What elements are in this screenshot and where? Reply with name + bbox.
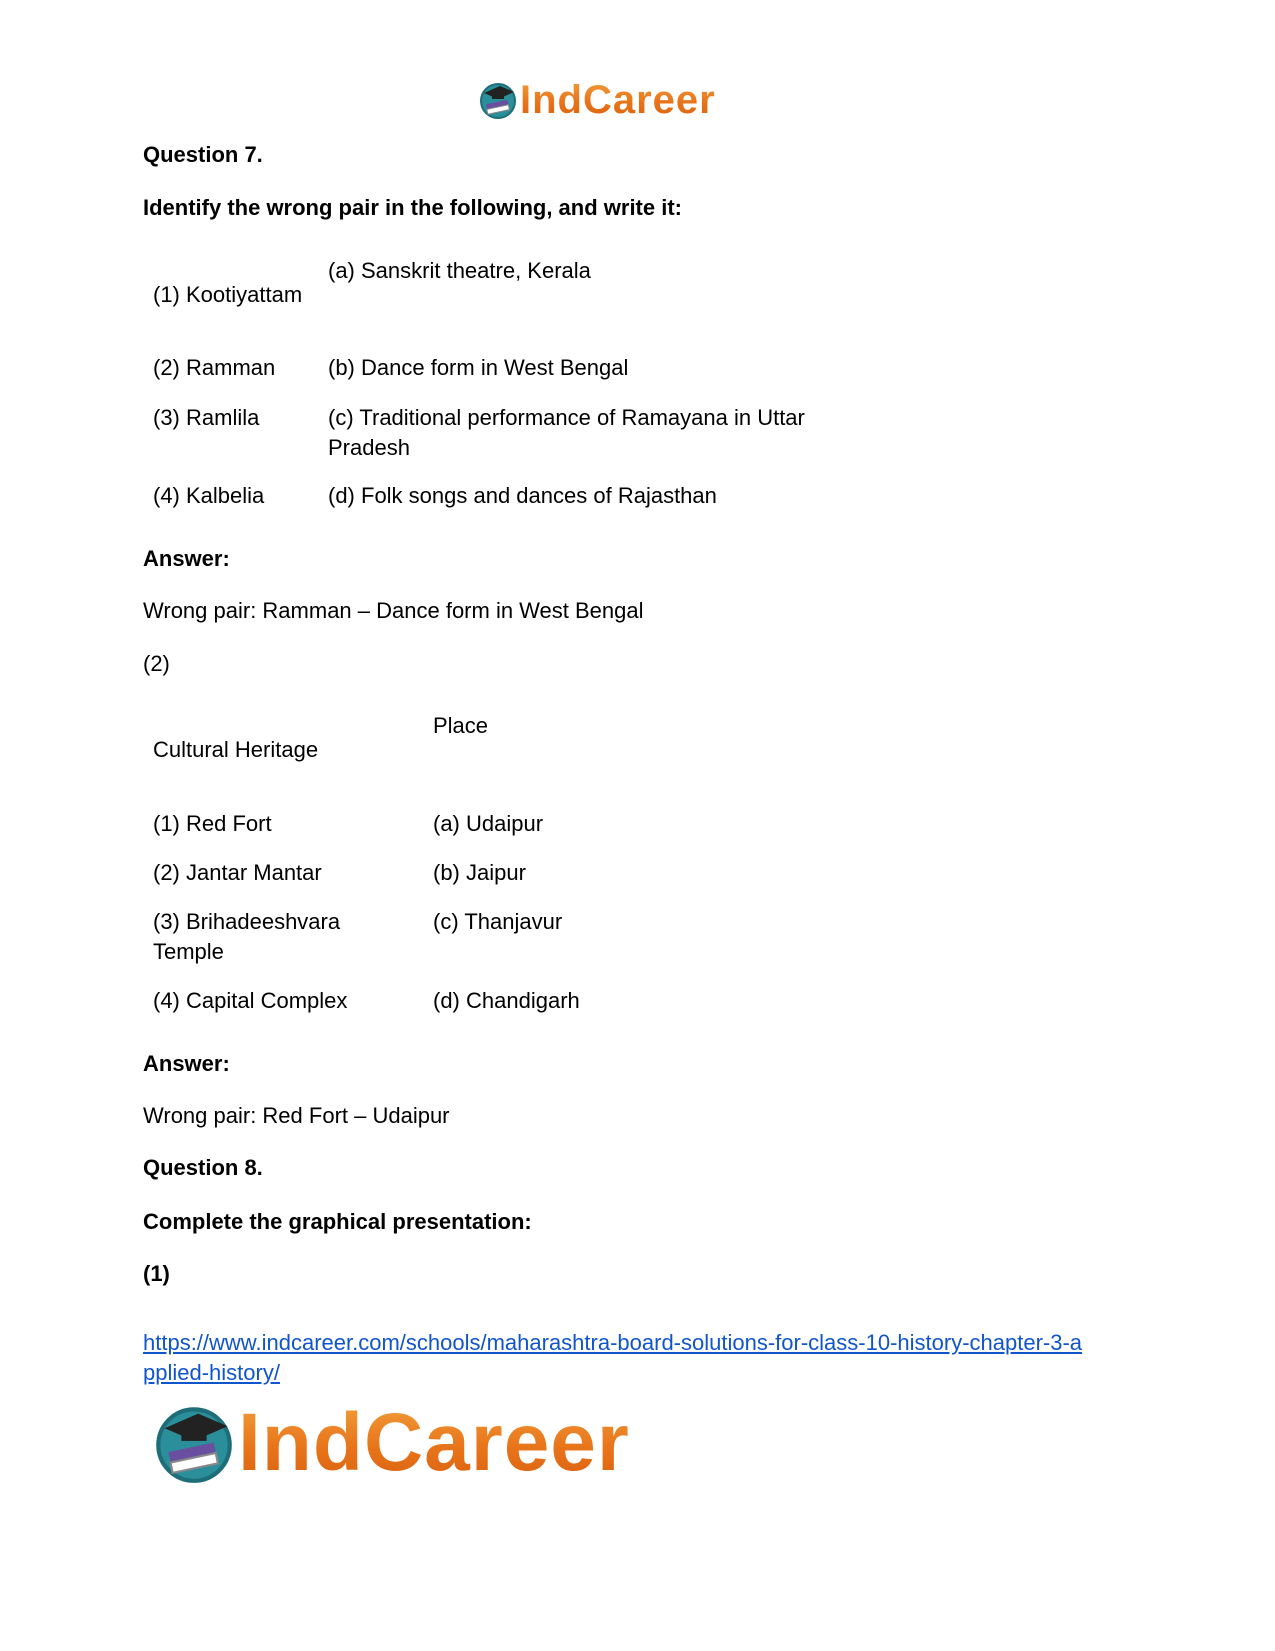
- answer-1-label: Answer:: [143, 546, 230, 571]
- table1-row4-left: (4) Kalbelia: [153, 483, 265, 508]
- header-logo: [478, 78, 716, 122]
- graduation-cap-books-icon: [478, 80, 518, 120]
- question-8-prompt: Complete the graphical presentation:: [143, 1209, 532, 1234]
- footer-logo-text: IndCareer: [238, 1397, 630, 1488]
- answer-2-text: Wrong pair: Red Fort – Udaipur: [143, 1103, 450, 1128]
- answer-1-text: Wrong pair: Ramman – Dance form in West Bengal: [143, 598, 644, 623]
- table2-row3-right: (c) Thanjavur: [433, 909, 563, 934]
- footer-logo: [152, 1398, 630, 1488]
- table1-row3-right: (c) Traditional performance of Ramayana in Uttar Pradesh: [328, 405, 805, 460]
- table1-row1-right: (a) Sanskrit theatre, Kerala: [328, 258, 591, 283]
- table1-row3-left: (3) Ramlila: [153, 405, 260, 430]
- table1-row4-right: (d) Folk songs and dances of Rajasthan: [328, 483, 717, 508]
- question-8-title: Question 8.: [143, 1155, 263, 1180]
- source-url-link[interactable]: https://www.indcareer.com/schools/maharashtra-board-solutions-for-class-10-history-chapter-3-applied-history/: [143, 1330, 1083, 1385]
- table2-row3-left: (3) Brihadeeshvara Temple: [153, 909, 341, 964]
- question-7-title: Question 7.: [143, 142, 263, 167]
- table2-row2-left: (2) Jantar Mantar: [153, 860, 322, 885]
- part-2-label: (2): [143, 651, 170, 676]
- question-8-part-1-label: (1): [143, 1261, 170, 1286]
- table2-row1-right: (a) Udaipur: [433, 811, 544, 836]
- question-7-prompt: Identify the wrong pair in the following, and write it:: [143, 195, 682, 220]
- table1-row2-right: (b) Dance form in West Bengal: [328, 355, 629, 380]
- table2-row2-right: (b) Jaipur: [433, 860, 526, 885]
- table1-row1-left: (1) Kootiyattam: [153, 282, 303, 307]
- header-logo-text: IndCareer: [520, 78, 716, 122]
- table2-row1-left: (1) Red Fort: [153, 811, 272, 836]
- answer-2-label: Answer:: [143, 1051, 230, 1076]
- table2-row4-right: (d) Chandigarh: [433, 988, 580, 1013]
- table2-header-left: Cultural Heritage: [153, 737, 319, 762]
- table2-header-right: Place: [433, 713, 489, 738]
- graduation-cap-books-icon: [152, 1401, 236, 1485]
- table1-row2-left: (2) Ramman: [153, 355, 276, 380]
- table2-row4-left: (4) Capital Complex: [153, 988, 348, 1013]
